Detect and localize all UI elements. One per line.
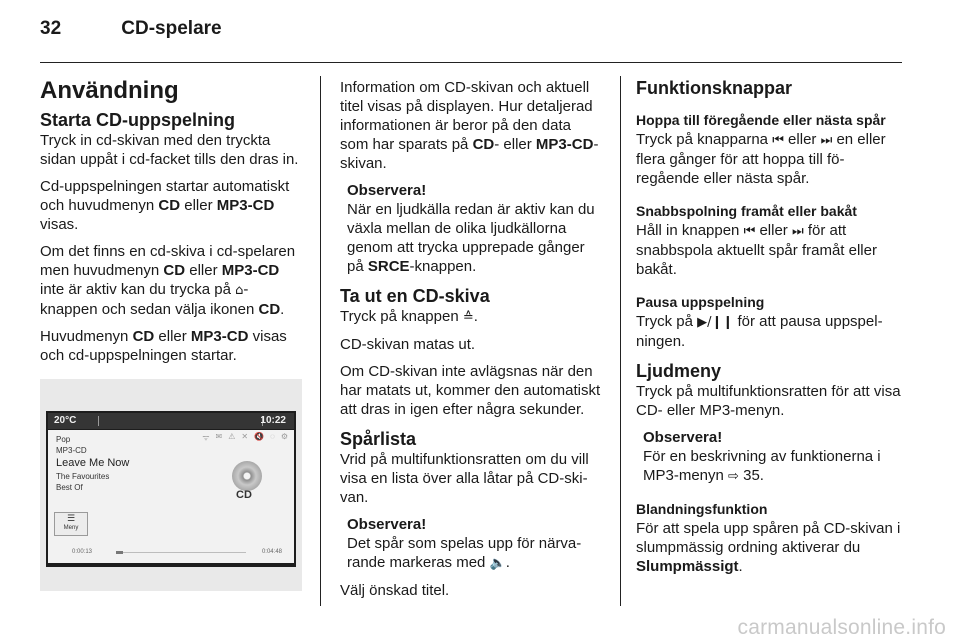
menu-button[interactable] [54,512,88,536]
paragraph: Huvudmenyn CD eller MP3-CD visas och cd-uppspelningen startar. [40,328,287,364]
paragraph: Välj önskad titel. [340,582,450,599]
progress-bar [54,546,290,558]
paragraph: Tryck på ▶/❙❙ för att pausa uppspelningen. [636,313,883,350]
paragraph: Om CD-skivan inte avlägsnas när den har matats ut, kommer den automatiskt att dras in igen efter några sekunder. [340,363,601,418]
menu-item[interactable]: MP3-CD [56,446,87,455]
page-number: 32 [40,18,62,39]
status-icons [202,432,288,443]
previous-track-icon: ⏮ [772,133,784,148]
subheading-skip: Hoppa till föregående eller nästa spår [636,112,886,128]
subheading-fast-forward: Snabbspolning framåt eller bakåt [636,203,857,219]
paragraph: För att spela upp spåren på CD-skivan i slumpmässig ordning aktiverar du Slumpmässigt. [636,520,901,575]
note-box: Observera! När en ljudkälla redan är aktiv kan du växla mellan de olika ljudkällorna genom att trycka upprepade gånger på SRCE-knappen. [340,181,602,276]
total-time: 0:04:48 [261,549,282,555]
subsection-tracklist: Spårlista [340,429,417,449]
status-divider [98,416,99,426]
watermark: carmanualsonline.info [737,616,946,639]
screen-illustration [40,379,302,591]
next-track-icon: ⏭ [820,133,833,148]
note-box: Observera! För en beskrivning av funktionerna i MP3-menyn ⇨ 35. [636,428,902,486]
subheading-shuffle: Blandningsfunktion [636,501,768,517]
speaker-icon: 🔈 [489,556,506,571]
previous-track-icon: ⏮ [743,224,756,239]
settings-icon: ⚙ [280,432,288,441]
eject-icon: ≙ [462,310,474,325]
subsection-start-cd: Starta CD-uppspelning [40,110,236,130]
play-pause-icon: ▶/❙❙ [697,315,734,330]
menu-item-current[interactable]: Leave Me Now [56,457,130,469]
status-bar [48,413,294,429]
clock-readout: 10:22 [260,415,286,426]
section-title: Användning [40,77,179,104]
header-rule [40,62,902,63]
note-title: Observera! [347,516,427,533]
column-divider [320,76,321,606]
message-icon: ✉ [215,432,223,441]
paragraph: CD-skivan matas ut. [340,336,476,353]
elapsed-time: 0:00:13 [72,549,93,555]
menu-button-label: Meny [63,525,79,531]
column-1 [40,78,302,373]
paragraph: Tryck in cd-skivan med den tryckta sidan uppåt i cd-facket tills den dras in. [40,132,299,168]
note-box: Observera! Det spår som spelas upp för närvarande markeras med 🔈. [340,515,602,573]
warning-icon: ⚠ [228,432,236,441]
note-title: Observera! [347,182,427,199]
menu-icon: ☰ [66,513,76,523]
page-header [40,18,222,40]
subsection-sound-menu: Ljudmeny [636,361,722,381]
cd-label: CD [236,489,252,501]
paragraph: Om det finns en cd-skiva i cd-spelaren men huvudmenyn CD eller MP3-CD inte är aktiv kan du trycka på ⌂-knappen och sedan välja ikonen CD. [40,243,296,318]
home-icon: ⌂ [235,283,244,298]
paragraph: Tryck på knapparna ⏮ eller ⏭ en eller flera gånger för att hoppa till föregående eller nästa spår. [636,131,886,187]
infotainment-screen [46,411,296,567]
connection-icon: ◌ [270,432,275,441]
signal-icon: ᯤ [202,433,210,442]
cd-disc-icon [232,461,262,491]
paragraph: Cd-uppspelningen startar automatiskt och huvudmenyn CD eller MP3-CD visas. [40,178,290,233]
column-divider [620,76,621,606]
menu-item[interactable]: Best Of [56,483,83,492]
column-2 [340,78,602,608]
subheading-pause: Pausa uppspelning [636,294,765,310]
screen-body [48,430,294,563]
paragraph: Vrid på multifunktionsratten om du vill visa en lista över alla låtar på CD-skivan. [340,451,589,506]
subsection-eject: Ta ut en CD-skiva [340,286,490,306]
paragraph: Tryck på knappen ≙. [340,308,478,325]
bluetooth-icon: ✕ [241,432,249,441]
progress-track[interactable] [116,552,246,553]
column-3 [636,78,902,584]
subsection-functions: Funktionsknappar [636,78,793,98]
paragraph: Tryck på multifunktionsratten för att visa CD- eller MP3-menyn. [636,383,901,419]
track-menu [56,434,129,493]
paragraph: Håll in knappen ⏮ eller ⏭ för att snabbspola aktuellt spår framåt eller bakåt. [636,222,877,278]
mute-icon: 🔇 [254,432,265,441]
progress-fill [116,551,123,554]
paragraph: Information om CD-skivan och aktuell titel visas på displayen. Hur detaljerad informationen är beror på den data som har sparats på CD- eller MP3-CD-skivan. [340,79,599,172]
temperature-readout: 20°C [54,415,77,426]
note-title: Observera! [643,429,723,446]
page-reference-icon: ⇨ [728,469,739,484]
chapter-title: CD-spelare [121,18,222,39]
menu-item[interactable]: The Favourites [56,472,110,481]
menu-item[interactable]: Pop [56,435,71,444]
next-track-icon: ⏭ [791,224,804,239]
